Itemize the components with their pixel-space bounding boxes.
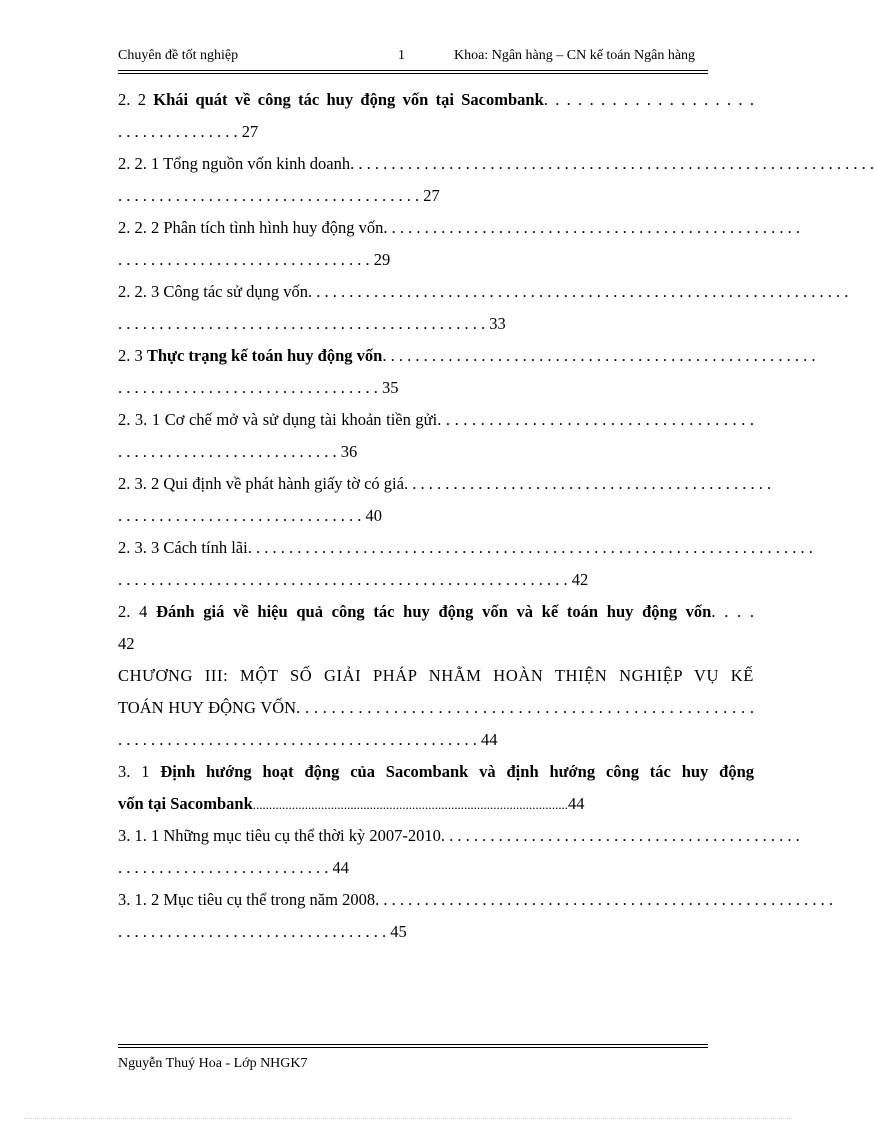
toc-page: 36	[340, 442, 358, 461]
toc-title: Phân tích tình hình huy động vốn	[163, 218, 384, 237]
toc-title: Cơ chế mở và sử dụng tài khoản tiền gửi	[164, 410, 438, 429]
toc-title-cont: vốn tại Sacombank	[118, 794, 253, 813]
toc-title: Đánh giá về hiệu quả công tác huy động vốn và kế toán huy động vốn	[156, 602, 712, 621]
toc-number: 2. 2. 2	[118, 218, 164, 237]
toc-entry[interactable]: 2. 2. 1 Tổng nguồn vốn kinh doanh. . . . . . . . . . . . . . . . . . . . . . . . . . . . . . . . . . . . . . . . . . . . . . . . . . . . . . . . . . . . . . . . . . . . . . . . . . . . . . . . . . . . . . . . . . . . . . . . . . . . . 27	[118, 154, 874, 205]
toc-page: 42	[118, 634, 135, 653]
toc-number: 2. 3. 3	[118, 538, 164, 557]
toc-title: Những mục tiêu cụ thể thời kỳ 2007-2010	[163, 826, 441, 845]
toc-number: 2. 2. 3	[118, 282, 164, 301]
toc-title: Khái quát về công tác huy động vốn tại Sacombank	[153, 90, 544, 109]
page-footer	[118, 1056, 308, 1072]
toc-number: 2. 2	[118, 90, 154, 109]
chapter-title-line2: TOÁN HUY ĐỘNG VỐN	[118, 698, 297, 717]
page-edge-divider	[24, 1118, 792, 1119]
toc-entry[interactable]: 3. 1 Định hướng hoạt động của Sacombank và định hướng công tác huy động vốn tại Sacombank.................................................................................................44	[118, 762, 754, 813]
toc-number: 2. 2. 1	[118, 154, 164, 173]
toc-page: 40	[365, 506, 382, 525]
toc-title: Thực trạng kế toán huy động vốn	[146, 346, 383, 365]
toc-title: Mục tiêu cụ thể trong năm 2008	[163, 890, 376, 909]
toc-title: Cách tính lãi	[163, 538, 248, 557]
toc-number: 2. 3. 2	[118, 474, 164, 493]
toc-page: 42	[571, 570, 589, 589]
toc-number: 2. 3	[118, 346, 147, 365]
page-header	[118, 48, 758, 68]
toc-chapter-entry[interactable]: CHƯƠNG III: MỘT SỐ GIẢI PHÁP NHẰM HOÀN THIỆN NGHIỆP VỤ KẾ TOÁN HUY ĐỘNG VỐN. . . . . . . . . . . . . . . . . . . . . . . . . . . . . . . . . . . . . . . . . . . . . . . . . . . . . . . . . . . . . . . . . . . . . . . . . . . . . . . . . . . . . . . . . . . . . . . . 44	[118, 660, 754, 756]
toc-title: Định hướng hoạt động của Sacombank và định hướng công tác huy động	[160, 762, 754, 781]
toc-entry[interactable]: 3. 1. 2 Mục tiêu cụ thể trong năm 2008. . . . . . . . . . . . . . . . . . . . . . . . . . . . . . . . . . . . . . . . . . . . . . . . . . . . . . . . . . . . . . . . . . . . . . . . . . . . . . . . . . . . . . . . . 45	[118, 890, 833, 941]
toc-page: 27	[423, 186, 440, 205]
toc-page: 29	[373, 250, 391, 269]
header-faculty: Khoa: Ngân hàng – CN kế toán Ngân hàng	[454, 48, 696, 63]
toc-page: 27	[241, 122, 259, 141]
toc-number: 3. 1. 2	[118, 890, 164, 909]
toc-title: Qui định về phát hành giấy tờ có giá	[163, 474, 404, 493]
toc-title: Tổng nguồn vốn kinh doanh	[163, 154, 351, 173]
toc-entry[interactable]: 2. 3. 1 Cơ chế mở và sử dụng tài khoản tiền gửi. . . . . . . . . . . . . . . . . . . . . . . . . . . . . . . . . . . . . . . . . . . . . . . . . . . . . . . . . . . . . . . . 36	[118, 410, 755, 461]
header-rule	[118, 70, 708, 74]
toc-entry[interactable]: 3. 1. 1 Những mục tiêu cụ thể thời kỳ 2007-2010. . . . . . . . . . . . . . . . . . . . . . . . . . . . . . . . . . . . . . . . . . . . . . . . . . . . . . . . . . . . . . . . . . . . . . 44	[118, 826, 800, 877]
footer-author: Nguyễn Thuý Hoa - Lớp NHGK7	[118, 1056, 308, 1071]
toc-entry[interactable]: 2. 3 Thực trạng kế toán huy động vốn. . . . . . . . . . . . . . . . . . . . . . . . . . . . . . . . . . . . . . . . . . . . . . . . . . . . . . . . . . . . . . . . . . . . . . . . . . . . . . . . . . . . . 35	[118, 346, 816, 397]
toc-number: 2. 3. 1	[118, 410, 165, 429]
toc-number: 2. 4	[118, 602, 157, 621]
footer-rule	[118, 1044, 708, 1048]
toc-entry[interactable]: 2. 2 Khái quát về công tác huy động vốn tại Sacombank. . . . . . . . . . . . . . . . . . . . . . . . . . . . . . . . . . 27	[118, 90, 755, 141]
toc-page: 33	[489, 314, 506, 333]
toc-number: 3. 1	[118, 762, 161, 781]
toc-entry[interactable]: 2. 3. 3 Cách tính lãi. . . . . . . . . . . . . . . . . . . . . . . . . . . . . . . . . . . . . . . . . . . . . . . . . . . . . . . . . . . . . . . . . . . . . . . . . . . . . . . . . . . . . . . . . . . . . . . . . . . . . . . . . . . . . . . . . . . . . . . . . . . . 42	[118, 538, 813, 589]
toc-page: 44	[568, 794, 585, 813]
toc-entry[interactable]: 2. 2. 3 Công tác sử dụng vốn. . . . . . . . . . . . . . . . . . . . . . . . . . . . . . . . . . . . . . . . . . . . . . . . . . . . . . . . . . . . . . . . . . . . . . . . . . . . . . . . . . . . . . . . . . . . . . . . . . . . . . . . . . . . . . . 33	[118, 282, 849, 333]
header-page-number: 1	[398, 48, 405, 63]
toc-title: Công tác sử dụng vốn	[163, 282, 308, 301]
toc-page: 44	[332, 858, 349, 877]
header-doc-type: Chuyên đề tốt nghiệp	[118, 48, 239, 63]
toc-page: 45	[390, 922, 407, 941]
toc-page: 35	[382, 378, 399, 397]
toc-entry[interactable]: 2. 3. 2 Qui định về phát hành giấy tờ có giá. . . . . . . . . . . . . . . . . . . . . . . . . . . . . . . . . . . . . . . . . . . . . . . . . . . . . . . . . . . . . . . . . . . . . . . . . . . 40	[118, 474, 772, 525]
table-of-contents	[118, 84, 874, 948]
chapter-title-line1: CHƯƠNG III: MỘT SỐ GIẢI PHÁP NHẰM HOÀN THIỆN NGHIỆP VỤ KẾ	[118, 666, 754, 685]
toc-number: 3. 1. 1	[118, 826, 164, 845]
toc-entry[interactable]: 2. 2. 2 Phân tích tình hình huy động vốn. . . . . . . . . . . . . . . . . . . . . . . . . . . . . . . . . . . . . . . . . . . . . . . . . . . . . . . . . . . . . . . . . . . . . . . . . . . . . . . . . . 29	[118, 218, 800, 269]
toc-entry[interactable]: 2. 4 Đánh giá về hiệu quả công tác huy động vốn và kế toán huy động vốn. . . . 42	[118, 602, 755, 653]
toc-page: 44	[481, 730, 498, 749]
